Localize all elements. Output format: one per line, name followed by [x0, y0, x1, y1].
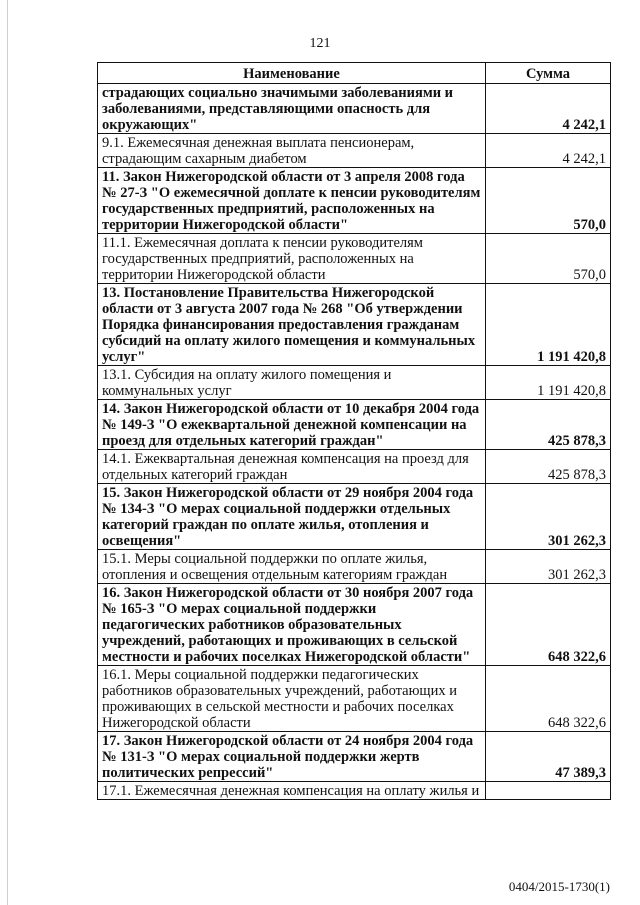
- scan-edge-line: [7, 0, 8, 905]
- header-amount: Сумма: [486, 63, 611, 84]
- row-amount: 570,0: [486, 234, 611, 284]
- table-row: [98, 782, 611, 800]
- table-row: [98, 234, 611, 284]
- row-amount: 301 262,3: [486, 484, 611, 550]
- document-code: 0404/2015-1730(1): [508, 879, 610, 894]
- table-row: [98, 284, 611, 366]
- table-row: [98, 134, 611, 168]
- row-amount: 1 191 420,8: [486, 284, 611, 366]
- header-name: Наименование: [98, 63, 486, 84]
- row-amount: 47 389,3: [486, 732, 611, 782]
- row-name: 16. Закон Нижегородской области от 30 ноября 2007 года № 165-З "О мерах социальной поддержки педагогических работников образовательных учреждений, работающих и проживающих в сельской местности и рабочих поселках Нижегородской области": [98, 584, 486, 666]
- page-number: 121: [309, 36, 331, 51]
- row-amount: 1 191 420,8: [486, 366, 611, 400]
- row-name: 13.1. Субсидия на оплату жилого помещения и коммунальных услуг: [98, 366, 486, 400]
- table-row: [98, 584, 611, 666]
- table-header-row: [98, 63, 611, 84]
- row-amount: 425 878,3: [486, 400, 611, 450]
- table-row: [98, 732, 611, 782]
- row-amount: [486, 782, 611, 800]
- row-amount: 648 322,6: [486, 666, 611, 732]
- row-amount: 648 322,6: [486, 584, 611, 666]
- row-amount: 4 242,1: [486, 84, 611, 134]
- table-row: [98, 400, 611, 450]
- row-name: 15. Закон Нижегородской области от 29 ноября 2004 года № 134-З "О мерах социальной поддержки отдельных категорий граждан по оплате жилья, отопления и освещения": [98, 484, 486, 550]
- row-name: 17.1. Ежемесячная денежная компенсация на оплату жилья и: [98, 782, 486, 800]
- row-name: 16.1. Меры социальной поддержки педагогических работников образовательных учреждений, работающих и проживающих в сельской местности и рабочих поселках Нижегородской области: [98, 666, 486, 732]
- table-row: [98, 366, 611, 400]
- table-row: [98, 550, 611, 584]
- table-row: [98, 84, 611, 134]
- row-name: 11.1. Ежемесячная доплата к пенсии руководителям государственных предприятий, расположенных на территории Нижегородской области: [98, 234, 486, 284]
- table-row: [98, 168, 611, 234]
- row-amount: 425 878,3: [486, 450, 611, 484]
- row-name: 15.1. Меры социальной поддержки по оплате жилья, отопления и освещения отдельным категориям граждан: [98, 550, 486, 584]
- table-row: [98, 666, 611, 732]
- row-name: 11. Закон Нижегородской области от 3 апреля 2008 года № 27-З "О ежемесячной доплате к пенсии руководителям государственных предприятий, расположенных на территории Нижегородской области": [98, 168, 486, 234]
- row-amount: 301 262,3: [486, 550, 611, 584]
- row-amount: 4 242,1: [486, 134, 611, 168]
- row-name: 17. Закон Нижегородской области от 24 ноября 2004 года № 131-З "О мерах социальной поддержки жертв политических репрессий": [98, 732, 486, 782]
- table-row: [98, 450, 611, 484]
- row-name: страдающих социально значимыми заболеваниями и заболеваниями, представляющими опасность для окружающих": [98, 84, 486, 134]
- row-name: 9.1. Ежемесячная денежная выплата пенсионерам, страдающим сахарным диабетом: [98, 134, 486, 168]
- row-name: 14. Закон Нижегородской области от 10 декабря 2004 года № 149-З "О ежеквартальной денежной компенсации на проезд для отдельных категорий граждан": [98, 400, 486, 450]
- row-amount: 570,0: [486, 168, 611, 234]
- table-row: [98, 484, 611, 550]
- row-name: 14.1. Ежеквартальная денежная компенсация на проезд для отдельных категорий граждан: [98, 450, 486, 484]
- budget-table: [97, 62, 611, 800]
- row-name: 13. Постановление Правительства Нижегородской области от 3 августа 2007 года № 268 "Об утверждении Порядка финансирования предоставления гражданам субсидий на оплату жилого помещения и коммунальных услуг": [98, 284, 486, 366]
